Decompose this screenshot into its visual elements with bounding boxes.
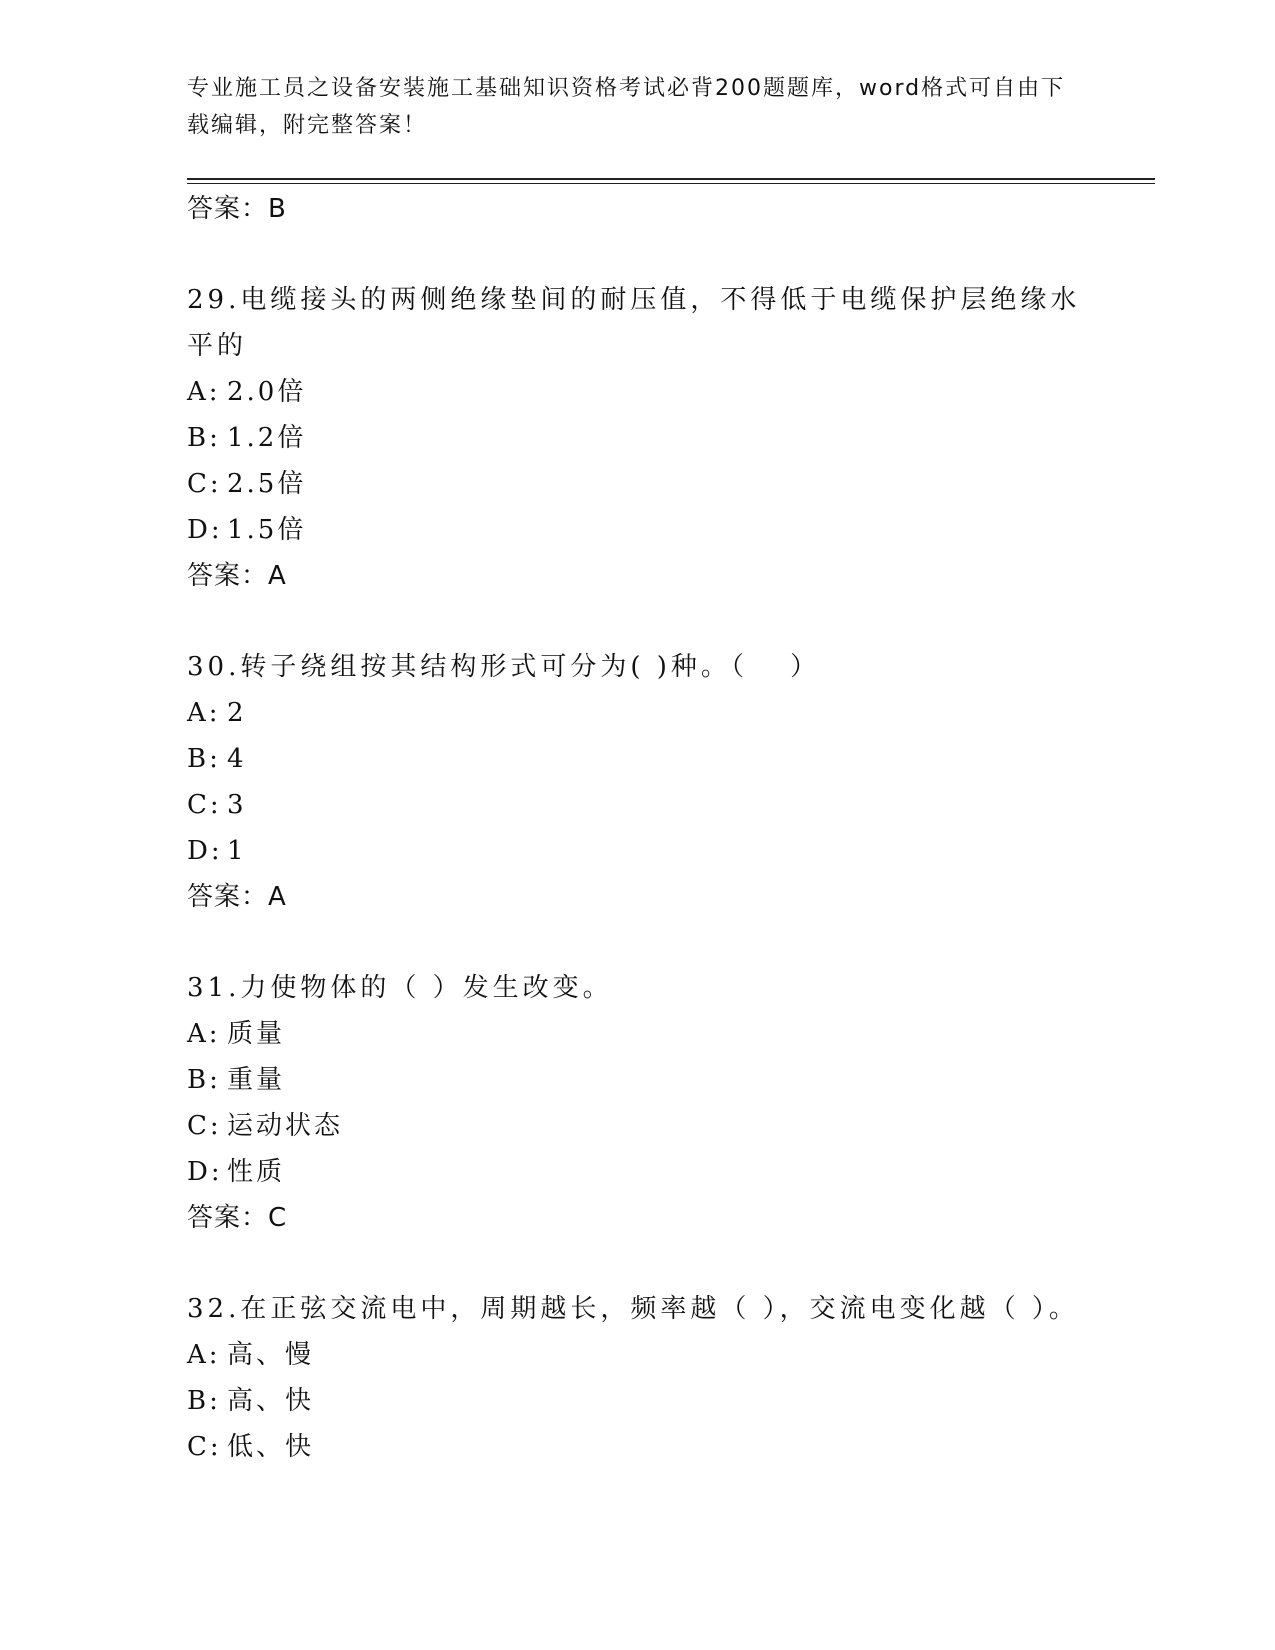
answer-line: 答案：C bbox=[187, 1203, 288, 1233]
option-c bbox=[187, 461, 1087, 507]
option-text: 1.5倍 bbox=[227, 515, 307, 545]
question-text: 29.电缆接头的两侧绝缘垫间的耐压值，不得低于电缆保护层绝缘水平的 bbox=[187, 285, 1081, 361]
option-letter: B: bbox=[187, 744, 221, 774]
question-block bbox=[187, 644, 1087, 920]
option-letter: D: bbox=[187, 1157, 223, 1187]
option-d bbox=[187, 828, 1087, 874]
option-text: 4 bbox=[227, 744, 247, 774]
question-block bbox=[187, 1286, 1087, 1470]
option-text: 性质 bbox=[227, 1157, 286, 1187]
option-a bbox=[187, 1332, 1087, 1378]
option-text: 3 bbox=[227, 790, 247, 820]
option-a bbox=[187, 369, 1087, 415]
option-text: 质量 bbox=[227, 1019, 286, 1049]
answer-line: 答案：B bbox=[187, 194, 287, 224]
option-letter: B: bbox=[187, 423, 221, 453]
option-c bbox=[187, 1103, 1087, 1149]
option-text: 低、快 bbox=[227, 1432, 315, 1462]
option-b bbox=[187, 1057, 1087, 1103]
option-letter: C: bbox=[187, 1111, 222, 1141]
option-b bbox=[187, 415, 1087, 461]
option-text: 2 bbox=[227, 698, 247, 728]
option-letter: A: bbox=[187, 1340, 221, 1370]
option-text: 运动状态 bbox=[227, 1111, 344, 1141]
header-rule-thin bbox=[187, 183, 1155, 184]
option-b bbox=[187, 1378, 1087, 1424]
option-c bbox=[187, 782, 1087, 828]
answer-line: 答案：A bbox=[187, 561, 287, 591]
option-text: 1.2倍 bbox=[227, 423, 307, 453]
question-text: 32.在正弦交流电中，周期越长，频率越（ ），交流电变化越（ ）。 bbox=[187, 1294, 1079, 1324]
option-a bbox=[187, 690, 1087, 736]
option-letter: C: bbox=[187, 790, 222, 820]
option-text: 高、慢 bbox=[227, 1340, 315, 1370]
option-b bbox=[187, 736, 1087, 782]
option-letter: B: bbox=[187, 1065, 221, 1095]
option-letter: A: bbox=[187, 1019, 221, 1049]
option-letter: D: bbox=[187, 515, 223, 545]
answer-line: 答案：A bbox=[187, 882, 287, 912]
question-list bbox=[187, 186, 1087, 1470]
option-letter: A: bbox=[187, 698, 221, 728]
option-letter: C: bbox=[187, 469, 222, 499]
option-letter: A: bbox=[187, 377, 221, 407]
option-letter: B: bbox=[187, 1386, 221, 1416]
header-rule-thick bbox=[187, 178, 1155, 180]
option-letter: C: bbox=[187, 1432, 222, 1462]
option-text: 重量 bbox=[227, 1065, 286, 1095]
option-c bbox=[187, 1424, 1087, 1470]
option-d bbox=[187, 507, 1087, 553]
option-text: 2.5倍 bbox=[227, 469, 307, 499]
question-text: 31.力使物体的（ ）发生改变。 bbox=[187, 973, 613, 1003]
document-header: 专业施工员之设备安装施工基础知识资格考试必背200题题库，word格式可自由下载编辑，附完整答案！ bbox=[187, 76, 1066, 138]
option-text: 1 bbox=[227, 836, 247, 866]
question-block bbox=[187, 277, 1087, 599]
option-text: 高、快 bbox=[227, 1386, 315, 1416]
option-letter: D: bbox=[187, 836, 223, 866]
option-text: 2.0倍 bbox=[227, 377, 307, 407]
option-d bbox=[187, 1149, 1087, 1195]
question-text: 30.转子绕组按其结构形式可分为( )种。（ ） bbox=[187, 652, 821, 682]
question-block bbox=[187, 965, 1087, 1241]
option-a bbox=[187, 1011, 1087, 1057]
